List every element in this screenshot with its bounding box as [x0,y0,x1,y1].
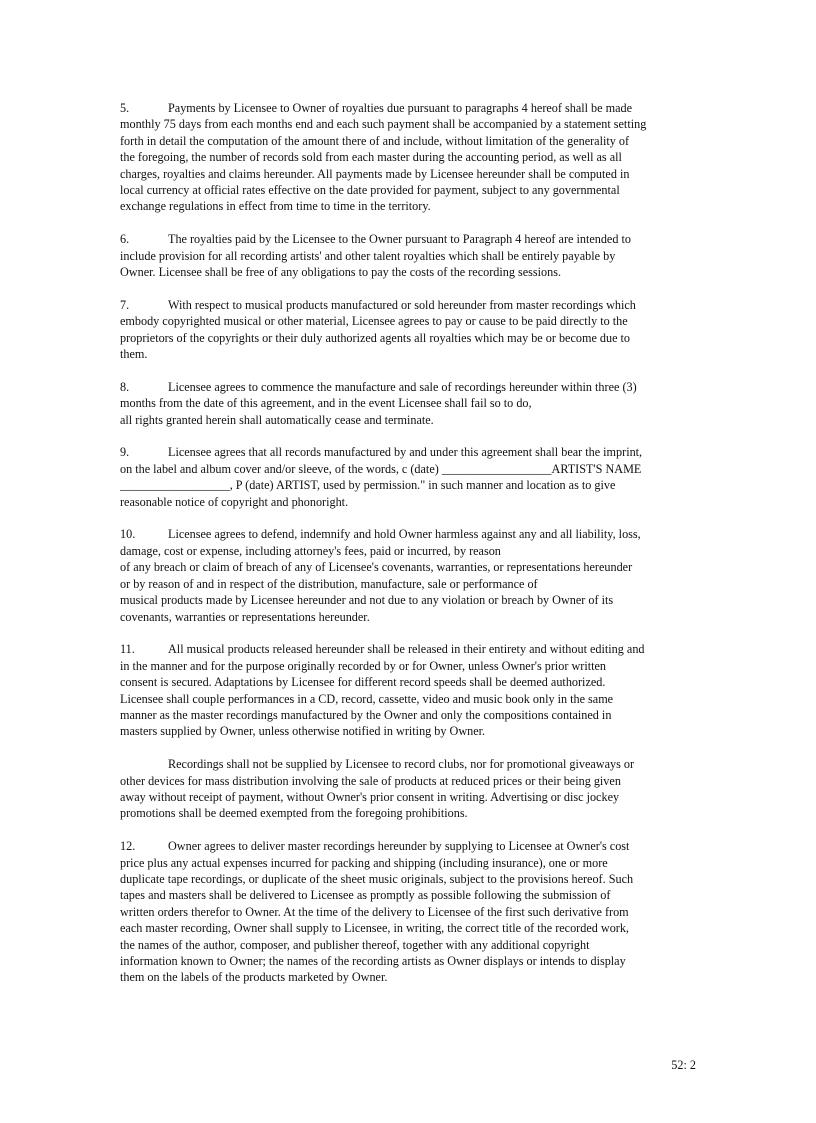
paragraph-number: 11. [120,642,135,657]
paragraph-5 [120,100,700,215]
paragraph-9 [120,444,700,510]
paragraph-text: Licensee agrees that all records manufactured by and under this agreement shall bear the imprint, on the label and album cover and/or sleeve, of the words, c (date) __________________ARTIST'S NAME __________________, P (date) ARTIST, used by permission." in such manner and location as to give reasonable notice of copyright and phonoright. [120,445,643,509]
paragraph-11-continued [120,756,700,822]
paragraph-text: All musical products released hereunder shall be released in their entirety and without editing and in the manner and for the purpose originally recorded by or for Owner, unless Owner's prior written consent is secured. Adaptations by Licensee for different record speeds shall be deemed authorized. Licensee shall couple performances in a CD, record, cassette, video and music book only in the same manner as the master recordings manufactured by the Owner and only the compositions contained in masters supplied by Owner, unless otherwise notified in writing by Owner. [120,642,645,739]
document-body [120,100,700,1002]
page-number: 52: 2 [671,1058,696,1072]
paragraph-text: Owner agrees to deliver master recordings hereunder by supplying to Licensee at Owner's cost price plus any actual expenses incurred for packing and shipping (including insurance), one or more duplicate tape recordings, or duplicate of the sheet music originals, subject to the provisions hereof. Such tapes and masters shall be delivered to Licensee as promptly as possible following the submission of written orders therefor to Owner. At the time of the delivery to Licensee of the first such derivative from each master recording, Owner shall supply to Licensee, in writing, the correct title of the recorded work, the names of the author, composer, and publisher thereof, together with any additional copyright information known to Owner; the names of the recording artists as Owner displays or intends to display them on the labels of the products marketed by Owner. [120,839,634,985]
paragraph-number: 9. [120,445,130,460]
paragraph-12 [120,838,700,986]
paragraph-7 [120,297,700,363]
paragraph-text: With respect to musical products manufactured or sold hereunder from master recordings which embody copyrighted musical or other material, Licensee agrees to pay or cause to be paid directly to the proprietors of the copyrights or their duly authorized agents all royalties which may be or become due to them. [120,297,636,362]
paragraph-number: 10. [120,527,136,542]
paragraph-6 [120,231,700,280]
paragraph-10 [120,526,700,624]
paragraph-number: 6. [120,232,130,247]
paragraph-text: The royalties paid by the Licensee to the Owner pursuant to Paragraph 4 hereof are intended to include provision for all recording artists' and other talent royalties which shall be entirely payable by Owner. Licensee shall be free of any obligations to pay the costs of the recording sessions. [120,232,631,280]
paragraph-text: Licensee agrees to commence the manufacture and sale of recordings hereunder within three (3) months from the date of this agreement, and in the event Licensee shall fail so to do, all rights granted herein shall automatically cease and terminate. [120,379,637,427]
paragraph-text: Payments by Licensee to Owner of royalties due pursuant to paragraphs 4 hereof shall be made monthly 75 days from each months end and each such payment shall be accompanied by a statement setting forth in detail the computation of the amount there of and include, without limitation of the generality of the foregoing, the number of records sold from each master during the accounting period, as well as all charges, royalties and claims hereunder. All payments made by Licensee hereunder shall be computed in local currency at official rates effective on the date provided for payment, subject to any governmental exchange regulations in effect from time to time in the territory. [120,101,647,214]
paragraph-11 [120,641,700,739]
paragraph-text: Licensee agrees to defend, indemnify and hold Owner harmless against any and all liability, loss, damage, cost or expense, including attorney's fees, paid or incurred, by reason of any breach or claim of breach of any of Licensee's covenants, warranties, or representations hereunder or by reason of and in respect of the distribution, manufacture, sale or performance of musical products made by Licensee hereunder and not due to any violation or breach by Owner of its covenants, warranties or representations hereunder. [120,527,641,624]
paragraph-text: Recordings shall not be supplied by Licensee to record clubs, nor for promotional giveaways or other devices for mass distribution involving the sale of products at reduced prices or their being given away without receipt of payment, without Owner's prior consent in writing. Advertising or disc jockey promotions shall be deemed exempted from the foregoing prohibitions. [120,757,635,821]
paragraph-number: 8. [120,379,130,394]
paragraph-number: 12. [120,839,136,854]
paragraph-number: 7. [120,297,130,312]
paragraph-8 [120,379,700,428]
paragraph-number: 5. [120,101,130,115]
